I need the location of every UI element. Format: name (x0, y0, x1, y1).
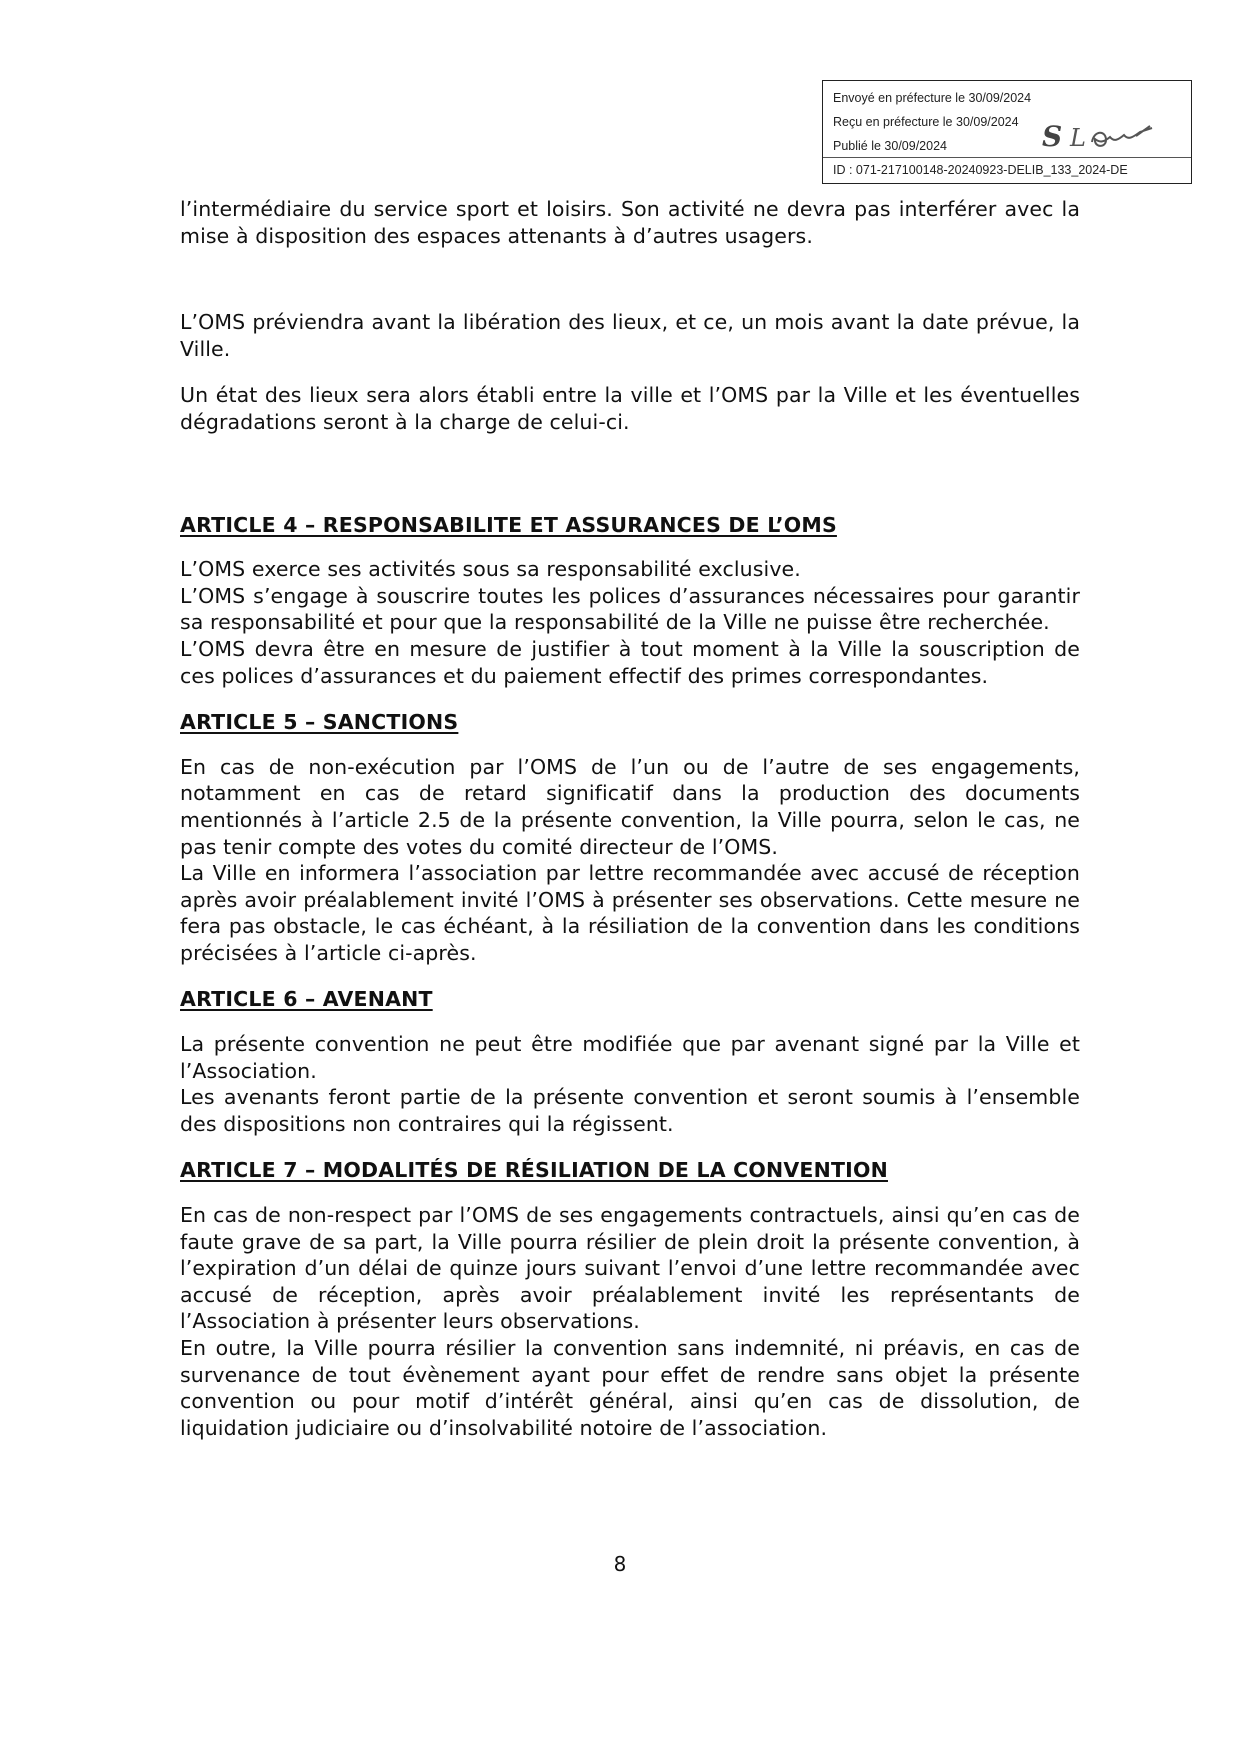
article-7-title: ARTICLE 7 – MODALITÉS DE RÉSILIATION DE LA CONVENTION (180, 1158, 888, 1183)
stamp-received-date: Reçu en préfecture le 30/09/2024 (833, 115, 1019, 129)
article-5-title: ARTICLE 5 – SANCTIONS (180, 710, 459, 735)
article-6-title: ARTICLE 6 – AVENANT (180, 987, 433, 1012)
stamp-document-id: ID : 071-217100148-20240923-DELIB_133_2024-DE (833, 163, 1128, 177)
page-number: 8 (613, 1552, 627, 1576)
stamp-sent-date: Envoyé en préfecture le 30/09/2024 (833, 91, 1032, 105)
signature-image (1040, 112, 1160, 156)
intro-inventory: Un état des lieux sera alors établi entre la ville et l’OMS par la Ville et les éventuelles dégradations seront à la charge de celui-ci. (180, 383, 1080, 434)
article-7-paragraph: En outre, la Ville pourra résilier la convention sans indemnité, ni préavis, en cas de survenance de tout évènement ayant pour effet de rendre sans objet la présente convention ou pour motif d’intérêt général, ainsi qu’en cas de dissolution, de liquidation judiciaire ou d’insolvabilité notoire de l’association. (180, 1336, 1080, 1440)
article-5-paragraph: En cas de non-exécution par l’OMS de l’un ou de l’autre de ses engagements, notamment en cas de retard significatif dans la production des documents mentionnés à l’article 2.5 de la présente convention, la Ville pourra, selon le cas, ne pas tenir compte des votes du comité directeur de l’OMS. (180, 754, 1080, 859)
document-body (180, 196, 1080, 1441)
intro-notice: L’OMS préviendra avant la libération des lieux, et ce, un mois avant la date prévue, la Ville. (180, 310, 1080, 361)
svg-text:S: S (1042, 120, 1063, 153)
article-4-paragraph: L’OMS s’engage à souscrire toutes les polices d’assurances nécessaires pour garantir sa responsabilité et pour que la responsabilité de la Ville ne puisse être recherchée. (180, 583, 1080, 635)
intro-continuation: l’intermédiaire du service sport et loisirs. Son activité ne devra pas interférer avec la mise à disposition des espaces attenants à d’autres usagers. (180, 197, 1080, 248)
article-6-paragraph: Les avenants feront partie de la présente convention et seront soumis à l’ensemble des dispositions non contraires qui la régissent. (180, 1085, 1080, 1136)
svg-text:L: L (1070, 124, 1086, 152)
stamp-divider (823, 157, 1191, 158)
article-4-paragraph: L’OMS devra être en mesure de justifier à tout moment à la Ville la souscription de ces polices d’assurances et du paiement effectif des primes correspondantes. (180, 636, 1080, 688)
article-4-title: ARTICLE 4 – RESPONSABILITE ET ASSURANCES DE L’OMS (180, 512, 837, 537)
article-4-paragraph: L’OMS exerce ses activités sous sa responsabilité exclusive. (180, 557, 801, 582)
article-6-paragraph: La présente convention ne peut être modifiée que par avenant signé par la Ville et l’Association. (180, 1032, 1080, 1083)
article-5-paragraph: La Ville en informera l’association par lettre recommandée avec accusé de réception après avoir préalablement invité l’OMS à présenter ses observations. Cette mesure ne fera pas obstacle, le cas échéant, à la résiliation de la convention dans les conditions précisées à l’article ci-après. (180, 861, 1080, 965)
article-7-paragraph: En cas de non-respect par l’OMS de ses engagements contractuels, ainsi qu’en cas de faute grave de sa part, la Ville pourra résilier de plein droit la présente convention, à l’expiration d’un délai de quinze jours suivant l’envoi d’une lettre recommandée avec accusé de réception, après avoir préalablement invité les représentants de l’Association à présenter leurs observations. (180, 1203, 1080, 1334)
stamp-published-date: Publié le 30/09/2024 (833, 139, 947, 153)
